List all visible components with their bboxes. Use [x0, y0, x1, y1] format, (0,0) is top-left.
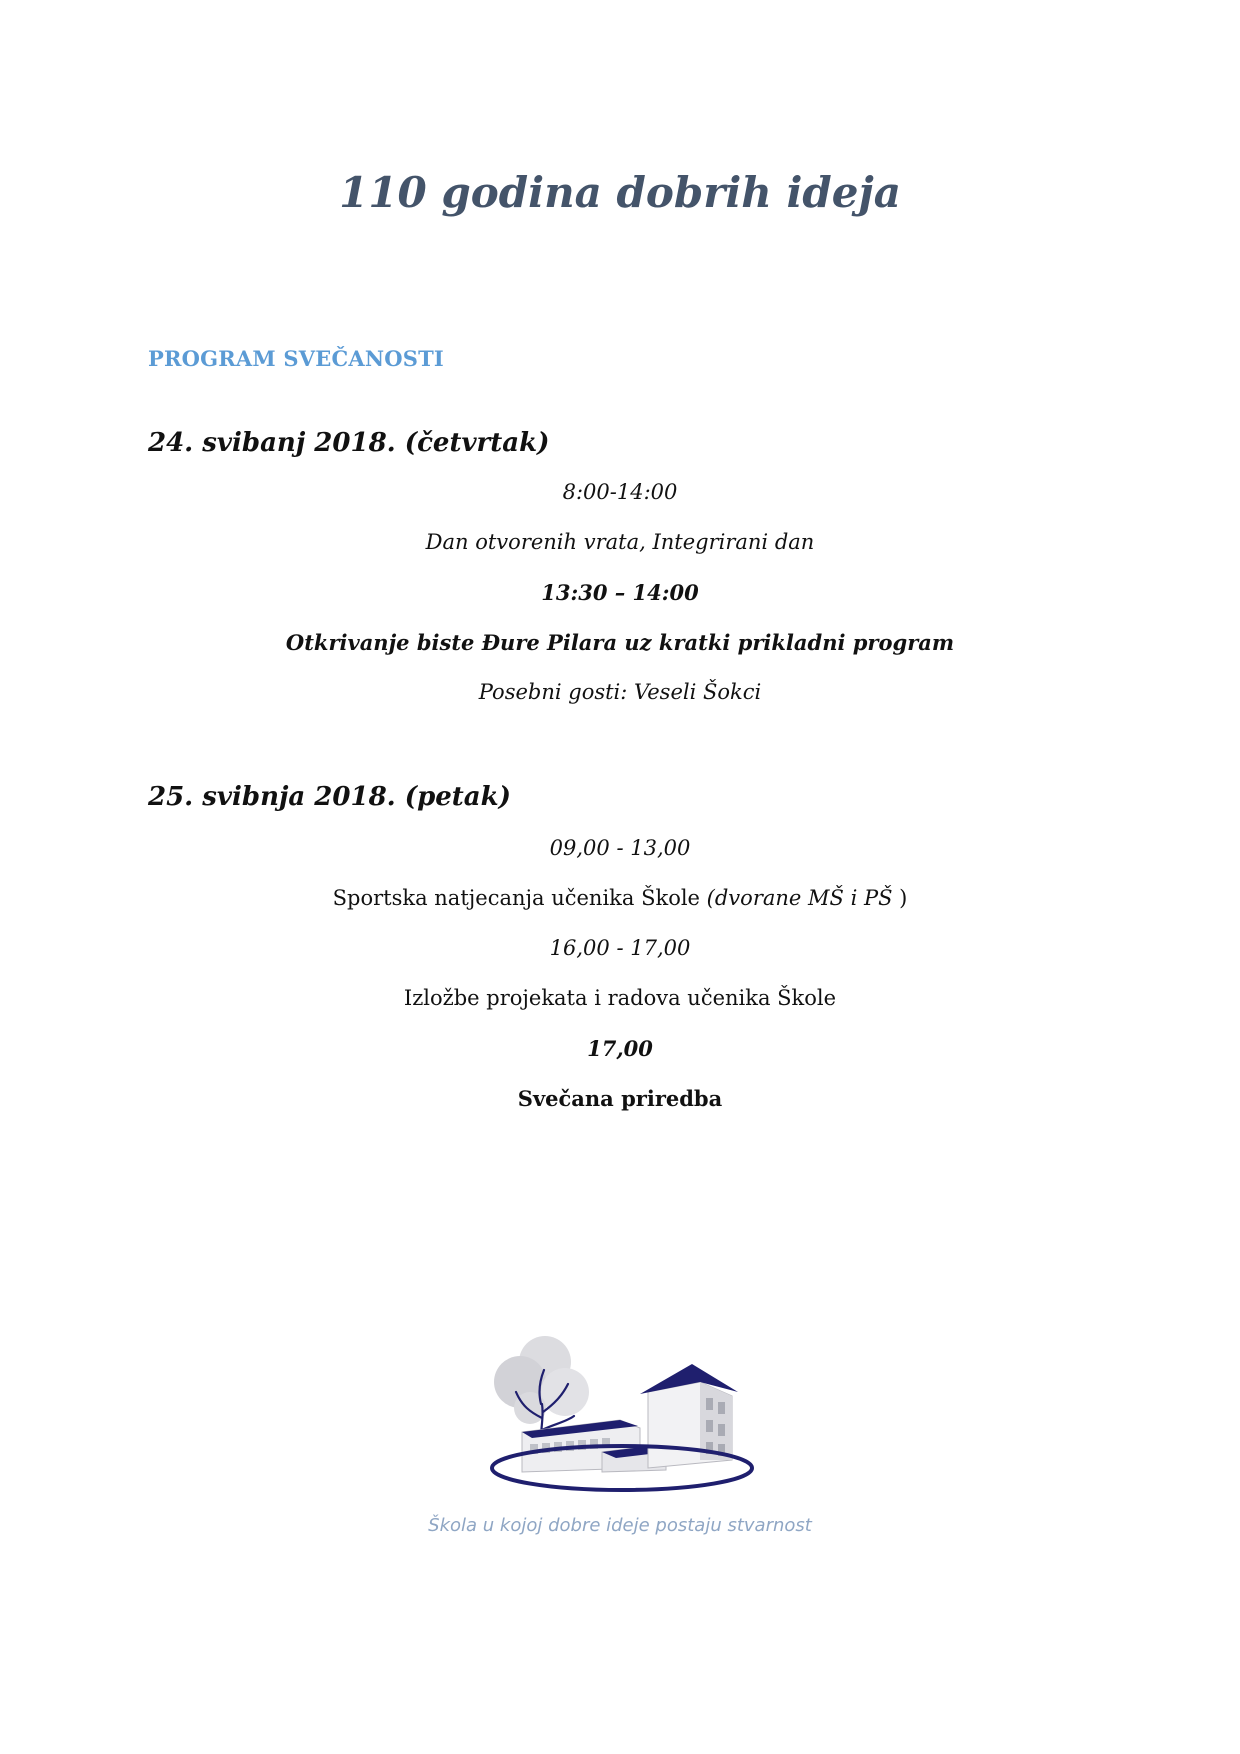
day2-heading: 25. svibnja 2018. (petak): [148, 782, 511, 812]
day2-event1-venue: (dvorane MŠ i PŠ: [706, 886, 893, 910]
day1-guests: Posebni gosti: Veseli Šokci: [478, 680, 762, 704]
day2-event1-close: ): [892, 886, 908, 910]
day1-event1: Dan otvorenih vrata, Integrirani dan: [425, 530, 815, 554]
school-building-logo-icon: [470, 1320, 770, 1500]
day2-event2: Izložbe projekata i radova učenika Škole: [403, 986, 837, 1010]
day1-time1: 8:00-14:00: [562, 480, 678, 504]
day1-heading: 24. svibanj 2018. (četvrtak): [148, 428, 550, 458]
day2-event1: [0, 886, 1240, 910]
day2-event3: Svečana priredba: [517, 1086, 723, 1111]
day2-time1: 09,00 - 13,00: [549, 836, 691, 860]
school-logo: [470, 1320, 770, 1500]
day2-event1-text: Sportska natjecanja učenika Škole: [332, 886, 707, 910]
program-heading: PROGRAM SVEČANOSTI: [148, 346, 444, 371]
day1-time2: 13:30 – 14:00: [541, 580, 699, 605]
document-title: 110 godina dobrih ideja: [339, 168, 901, 217]
day2-time3: 17,00: [587, 1036, 653, 1061]
logo-caption: Škola u kojoj dobre ideje postaju stvarnost: [428, 1515, 812, 1536]
day2-time2: 16,00 - 17,00: [549, 936, 691, 960]
day1-event2: Otkrivanje biste Đure Pilara uz kratki prikladni program: [285, 630, 955, 655]
